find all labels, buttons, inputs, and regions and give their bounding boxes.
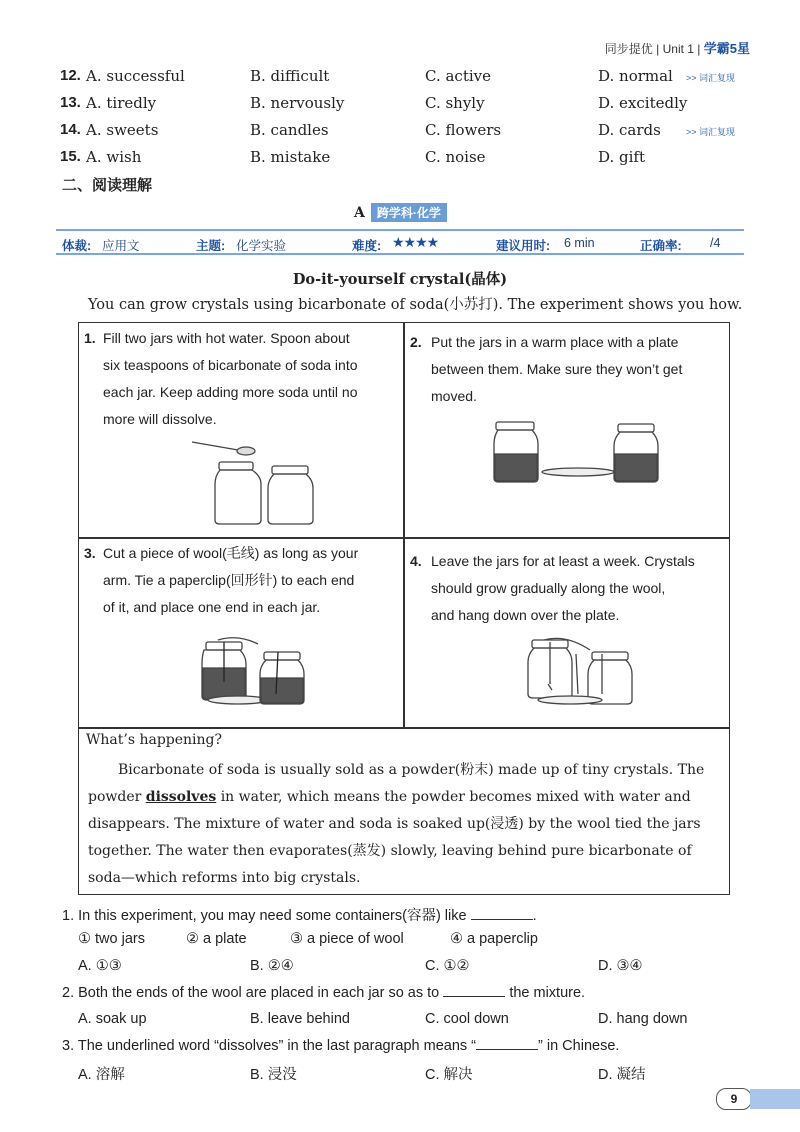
page-number: 9 — [716, 1088, 752, 1110]
option-d[interactable]: D. normal — [598, 67, 673, 85]
topic-value: 化学实验 — [236, 239, 287, 253]
option-a[interactable]: A. wish — [86, 148, 142, 166]
option-d[interactable]: D. excitedly — [598, 94, 688, 112]
option-d[interactable]: D. 凝结 — [598, 1067, 646, 1083]
step-number: 3. — [84, 545, 96, 561]
difficulty-stars: ★★★★ — [392, 234, 439, 250]
section-title: 二、阅读理解 — [62, 177, 153, 194]
question-3 — [62, 1037, 619, 1054]
vocab-review-hint: >> 词汇复现 — [686, 127, 736, 137]
step-line: moved. — [431, 388, 477, 404]
step-line: more will dissolve. — [103, 411, 217, 427]
passage-title: Do-it-yourself crystal(晶体) — [292, 271, 508, 288]
option-b[interactable]: B. mistake — [250, 148, 331, 166]
para-line: disappears. The mixture of water and soda is soaked up(浸透) by the wool tied the jars — [88, 816, 701, 832]
option-d[interactable]: D. hang down — [598, 1011, 688, 1027]
jars-spoon-illustration — [190, 436, 330, 528]
option-b[interactable]: B. leave behind — [250, 1011, 350, 1027]
answer-blank[interactable] — [443, 984, 505, 997]
option-c[interactable]: C. cool down — [425, 1011, 509, 1027]
step-line: Leave the jars for at least a week. Crystals — [431, 553, 695, 569]
para-line: together. The water then evaporates(蒸发) slowly, leaving behind pure bicarbonate of — [88, 843, 692, 859]
sub-option: ① two jars — [78, 931, 145, 947]
step-2 — [410, 329, 731, 410]
accuracy-value: /4 — [710, 236, 721, 250]
option-c[interactable]: C. flowers — [425, 121, 502, 139]
step-line: should grow gradually along the wool, — [431, 580, 666, 596]
subject-tag: 跨学科·化学 — [371, 203, 447, 222]
step-line: Cut a piece of wool(毛线) as long as your — [103, 545, 359, 561]
para-prefix: powder — [88, 789, 142, 805]
step-line: between them. Make sure they won’t get — [431, 361, 683, 377]
question-stem: 1. In this experiment, you may need some containers(容器) like — [62, 908, 467, 924]
answer-blank[interactable] — [471, 907, 533, 920]
option-a[interactable]: A. tiredly — [86, 94, 157, 112]
step-number: 2. — [410, 334, 422, 350]
step-line: each jar. Keep adding more soda until no — [103, 384, 358, 400]
para-line-2 — [88, 784, 724, 811]
option-d[interactable]: D. cards — [598, 121, 661, 139]
option-a[interactable]: A. sweets — [86, 121, 159, 139]
jars-plate-illustration — [492, 420, 668, 486]
step-line: six teaspoons of bicarbonate of soda into — [103, 357, 358, 373]
step-line: and hang down over the plate. — [431, 607, 620, 623]
question-stem: 2. Both the ends of the wool are placed in each jar so as to — [62, 985, 440, 1001]
time-value: 6 min — [564, 236, 595, 250]
option-c[interactable]: C. 解决 — [425, 1067, 473, 1083]
crystal-growth-illustration — [526, 634, 638, 708]
step-number: 4. — [410, 553, 422, 569]
sub-option: ② a plate — [186, 931, 247, 947]
step-line: Put the jars in a warm place with a plate — [431, 334, 679, 350]
para-line: Bicarbonate of soda is usually sold as a powder(粉末) made up of tiny crystals. The — [118, 762, 705, 778]
sub-option: ④ a paperclip — [450, 931, 538, 947]
step-number: 1. — [84, 330, 96, 346]
para-line: in water, which means the powder becomes mixed with water and — [220, 789, 691, 805]
option-c[interactable]: C. shyly — [425, 94, 485, 112]
question-stem-end: . — [532, 908, 537, 924]
topic-key: 主题: — [196, 239, 226, 253]
passage-letter: A — [354, 205, 365, 221]
info-bar — [56, 229, 744, 255]
step-3 — [84, 540, 403, 621]
option-d[interactable]: D. gift — [598, 148, 646, 166]
option-b[interactable]: B. candles — [250, 121, 329, 139]
q-number: 15. — [60, 148, 81, 165]
page-tab-decoration — [750, 1089, 800, 1109]
sub-option: ③ a piece of wool — [290, 931, 404, 947]
option-d[interactable]: D. ③④ — [598, 958, 643, 974]
divider — [78, 727, 730, 729]
difficulty-key: 难度: — [352, 239, 382, 253]
option-a[interactable]: A. soak up — [78, 1011, 147, 1027]
genre-key: 体裁: — [62, 239, 92, 253]
q-number: 12. — [60, 67, 81, 84]
question-stem: 3. The underlined word “dissolves” in the last paragraph means “ — [62, 1038, 477, 1054]
step-line: arm. Tie a paperclip(回形针) to each end — [103, 572, 355, 588]
divider — [78, 537, 730, 539]
option-c[interactable]: C. ①② — [425, 958, 470, 974]
page-header: 同步提优 | Unit 1 | 学霸5星 — [604, 41, 750, 56]
jars-wool-illustration — [198, 634, 310, 708]
passage-label — [354, 203, 447, 222]
para-line: soda—which reforms into big crystals. — [88, 870, 361, 886]
time-key: 建议用时: — [496, 239, 551, 253]
divider — [403, 322, 405, 728]
vocab-review-hint: >> 词汇复现 — [686, 73, 736, 83]
option-c[interactable]: C. noise — [425, 148, 486, 166]
underlined-word: dissolves — [145, 789, 217, 805]
genre-value: 应用文 — [102, 239, 140, 253]
step-4 — [410, 548, 731, 629]
option-b[interactable]: B. nervously — [250, 94, 345, 112]
question-1 — [62, 904, 537, 925]
whats-happening-heading: What’s happening? — [86, 732, 223, 748]
step-1 — [84, 325, 403, 433]
accuracy-key: 正确率: — [640, 239, 682, 253]
answer-blank[interactable] — [476, 1037, 538, 1050]
question-2 — [62, 984, 585, 1001]
option-a[interactable]: A. ①③ — [78, 958, 122, 974]
option-c[interactable]: C. active — [425, 67, 491, 85]
question-stem-end: the mixture. — [509, 985, 586, 1001]
q-number: 13. — [60, 94, 81, 111]
option-b[interactable]: B. 浸没 — [250, 1067, 297, 1083]
series-label: 同步提优 — [604, 42, 653, 56]
step-line: Fill two jars with hot water. Spoon about — [103, 330, 350, 346]
option-a[interactable]: A. 溶解 — [78, 1067, 125, 1083]
passage-intro: You can grow crystals using bicarbonate of soda(小苏打). The experiment shows you how. — [88, 297, 743, 313]
option-b[interactable]: B. ②④ — [250, 958, 294, 974]
step-line: of it, and place one end in each jar. — [103, 599, 321, 615]
option-a[interactable]: A. successful — [86, 67, 185, 85]
brand-logo: 学霸5星 — [703, 41, 750, 56]
unit-label: Unit 1 — [662, 42, 694, 56]
question-stem-end: ” in Chinese. — [538, 1038, 620, 1054]
option-b[interactable]: B. difficult — [250, 67, 330, 85]
q-number: 14. — [60, 121, 81, 138]
